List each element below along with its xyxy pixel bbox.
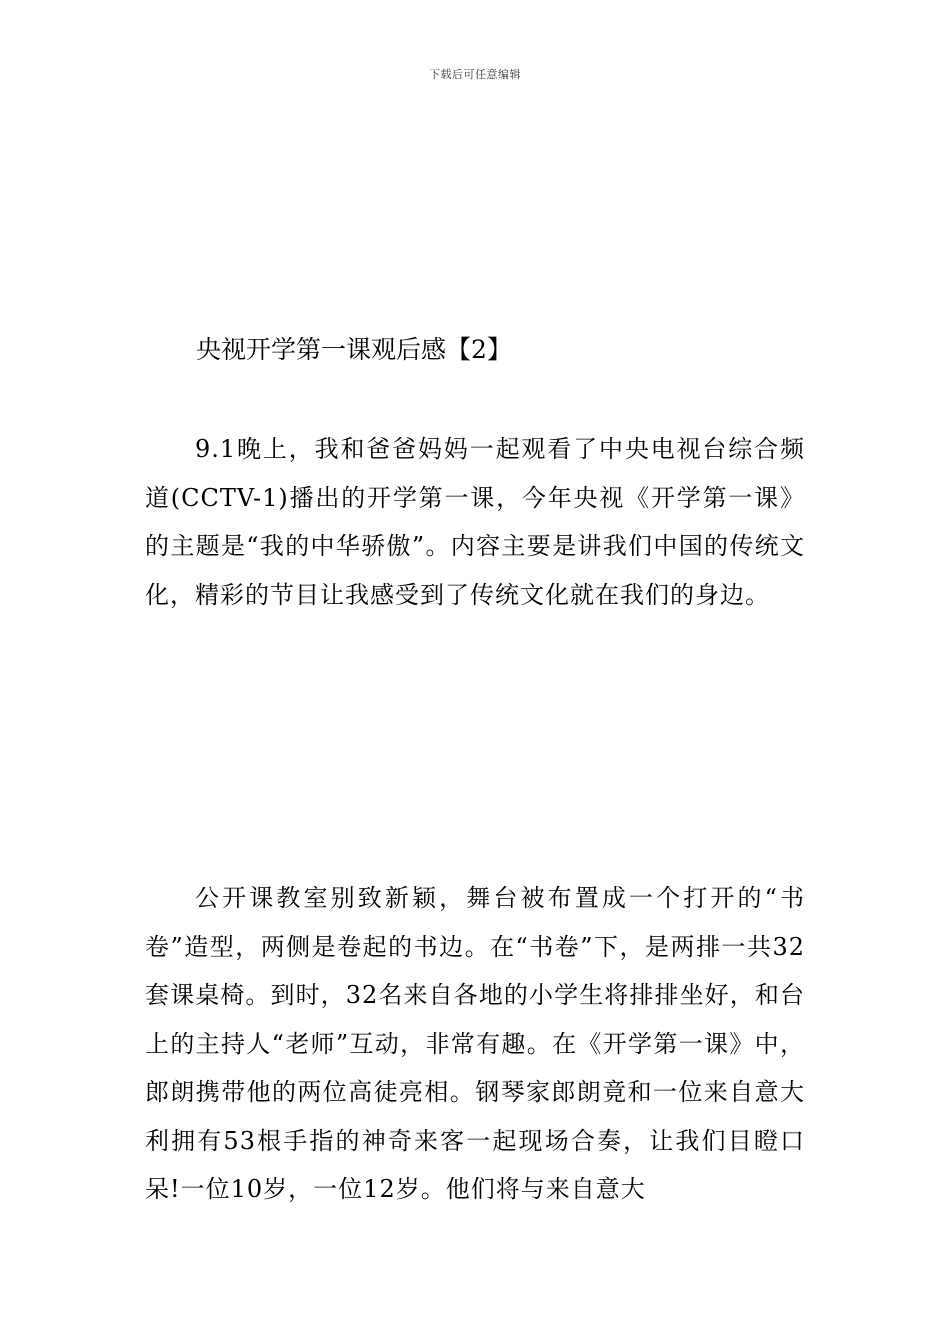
- paragraph-1: 9.1晚上，我和爸爸妈妈一起观看了中央电视台综合频道(CCTV-1)播出的开学第一课，今年央视《开学第一课》的主题是“我的中华骄傲”。内容主要是讲我们中国的传统文化，精彩的节目让我感受到了传统文化就在我们的身边。: [145, 435, 805, 609]
- paragraph-2: 公开课教室别致新颖，舞台被布置成一个打开的“书卷”造型，两侧是卷起的书边。在“书卷”下，是两排一共32套课桌椅。到时，32名来自各地的小学生将排排坐好，和台上的主持人“老师”互动，非常有趣。在《开学第一课》中，郎朗携带他的两位高徒亮相。钢琴家郎朗竟和一位来自意大利拥有53根手指的神奇来客一起现场合奏，让我们目瞪口呆!一位10岁，一位12岁。他们将与来自意大: [145, 884, 805, 1203]
- document-title: 央视开学第一课观后感【2】: [196, 335, 512, 364]
- page-header: 下载后可任意编辑: [429, 68, 521, 81]
